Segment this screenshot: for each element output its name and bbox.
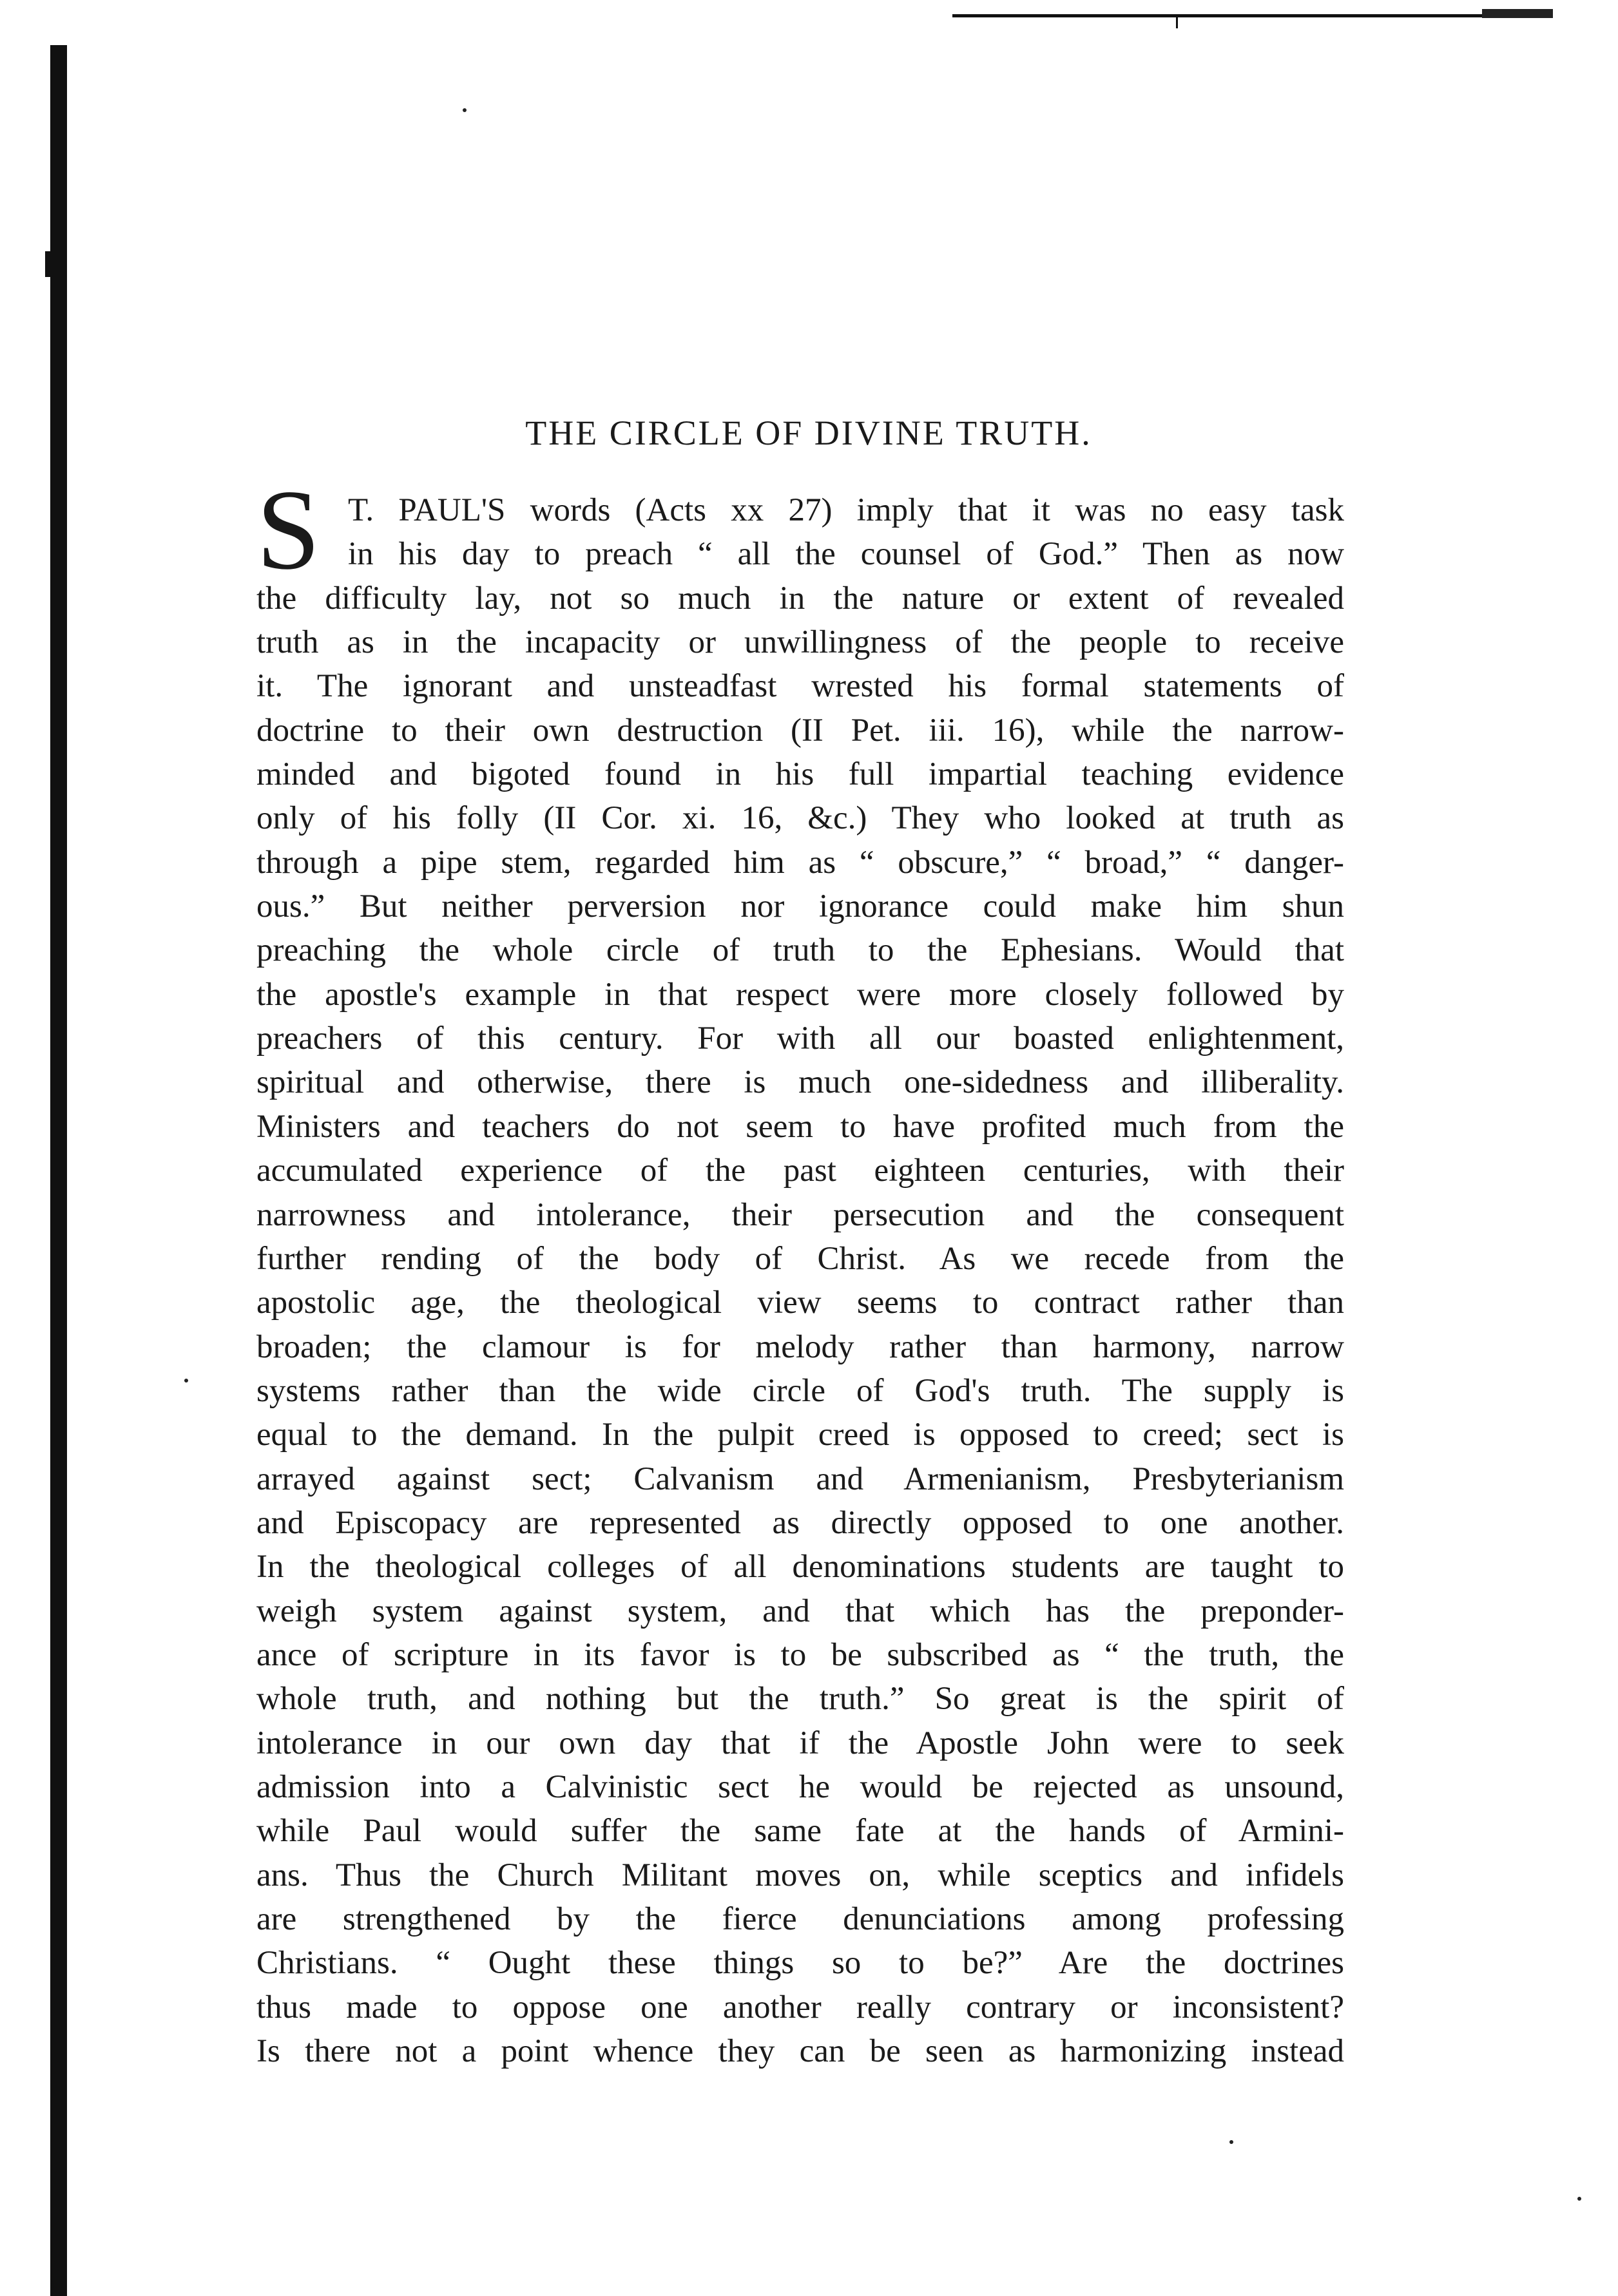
text-line: In the theological colleges of all denominations students are taught to <box>256 1549 1344 1585</box>
text-line: ans. Thus the Church Militant moves on, while sceptics and infidels <box>256 1857 1344 1893</box>
text-line: in his day to preach “ all the counsel of God.” Then as now <box>348 536 1344 573</box>
scan-speck <box>463 108 467 112</box>
text-line: doctrine to their own destruction (II Pet. iii. 16), while the narrow- <box>256 712 1344 749</box>
text-line: Is there not a point whence they can be seen as harmonizing instead <box>256 2033 1344 2070</box>
text-line: spiritual and otherwise, there is much one-sidedness and illiberality. <box>256 1064 1344 1101</box>
binding-edge-shadow <box>50 45 67 2296</box>
text-line: minded and bigoted found in his full impartial teaching evidence <box>256 756 1344 793</box>
text-line: the apostle's example in that respect were more closely followed by <box>256 976 1344 1013</box>
text-line: broaden; the clamour is for melody rather than harmony, narrow <box>256 1328 1344 1365</box>
scan-speck <box>1229 2140 1233 2144</box>
text-line: Christians. “ Ought these things so to be?” Are the doctrines <box>256 1945 1344 1982</box>
scan-speck <box>184 1379 188 1382</box>
text-line: admission into a Calvinistic sect he would be rejected as unsound, <box>256 1768 1344 1805</box>
text-line: T. PAUL'S words (Acts xx 27) imply that it was no easy task <box>348 492 1344 528</box>
article-title: THE CIRCLE OF DIVINE TRUTH. <box>525 414 1092 452</box>
text-line: preaching the whole circle of truth to the Ephesians. Would that <box>256 932 1344 969</box>
text-line: equal to the demand. In the pulpit creed is opposed to creed; sect is <box>256 1417 1344 1453</box>
text-line: it. The ignorant and unsteadfast wrested his formal statements of <box>256 668 1344 705</box>
text-line: intolerance in our own day that if the Apostle John were to seek <box>256 1725 1344 1761</box>
text-line: truth as in the incapacity or unwillingness of the people to receive <box>256 624 1344 661</box>
text-line: whole truth, and nothing but the truth.” So great is the spirit of <box>256 1681 1344 1717</box>
text-line: only of his folly (II Cor. xi. 16, &c.) They who looked at truth as <box>256 800 1344 837</box>
text-line: arrayed against sect; Calvanism and Armenianism, Presbyterianism <box>256 1460 1344 1497</box>
text-line: while Paul would suffer the same fate at the hands of Armini- <box>256 1813 1344 1850</box>
binding-notch <box>45 251 53 277</box>
article-body <box>256 488 1344 2073</box>
text-line: ance of scripture in its favor is to be subscribed as “ the truth, the <box>256 1636 1344 1673</box>
top-rule-tick <box>1176 15 1178 28</box>
text-line: weigh system against system, and that which has the preponder- <box>256 1593 1344 1629</box>
top-rule <box>952 14 1552 17</box>
text-line: ous.” But neither perversion nor ignorance could make him shun <box>256 888 1344 925</box>
drop-cap: S <box>256 466 320 593</box>
text-line: the difficulty lay, not so much in the nature or extent of revealed <box>256 580 1344 617</box>
text-line: systems rather than the wide circle of God's truth. The supply is <box>256 1372 1344 1409</box>
text-line: and Episcopacy are represented as directly opposed to one another. <box>256 1504 1344 1541</box>
text-line: Ministers and teachers do not seem to have profited much from the <box>256 1108 1344 1145</box>
text-line: thus made to oppose one another really contrary or inconsistent? <box>256 1989 1344 2025</box>
text-line: accumulated experience of the past eighteen centuries, with their <box>256 1153 1344 1189</box>
text-line: further rending of the body of Christ. As we recede from the <box>256 1240 1344 1277</box>
text-line: apostolic age, the theological view seems to contract rather than <box>256 1285 1344 1321</box>
text-line: preachers of this century. For with all our boasted enlightenment, <box>256 1020 1344 1057</box>
text-line: through a pipe stem, regarded him as “ obscure,” “ broad,” “ danger- <box>256 844 1344 881</box>
text-line: narrowness and intolerance, their persecution and the consequent <box>256 1196 1344 1233</box>
text-line: are strengthened by the fierce denunciations among professing <box>256 1901 1344 1937</box>
top-rule-bar <box>1482 9 1553 18</box>
scan-speck <box>1577 2197 1581 2201</box>
